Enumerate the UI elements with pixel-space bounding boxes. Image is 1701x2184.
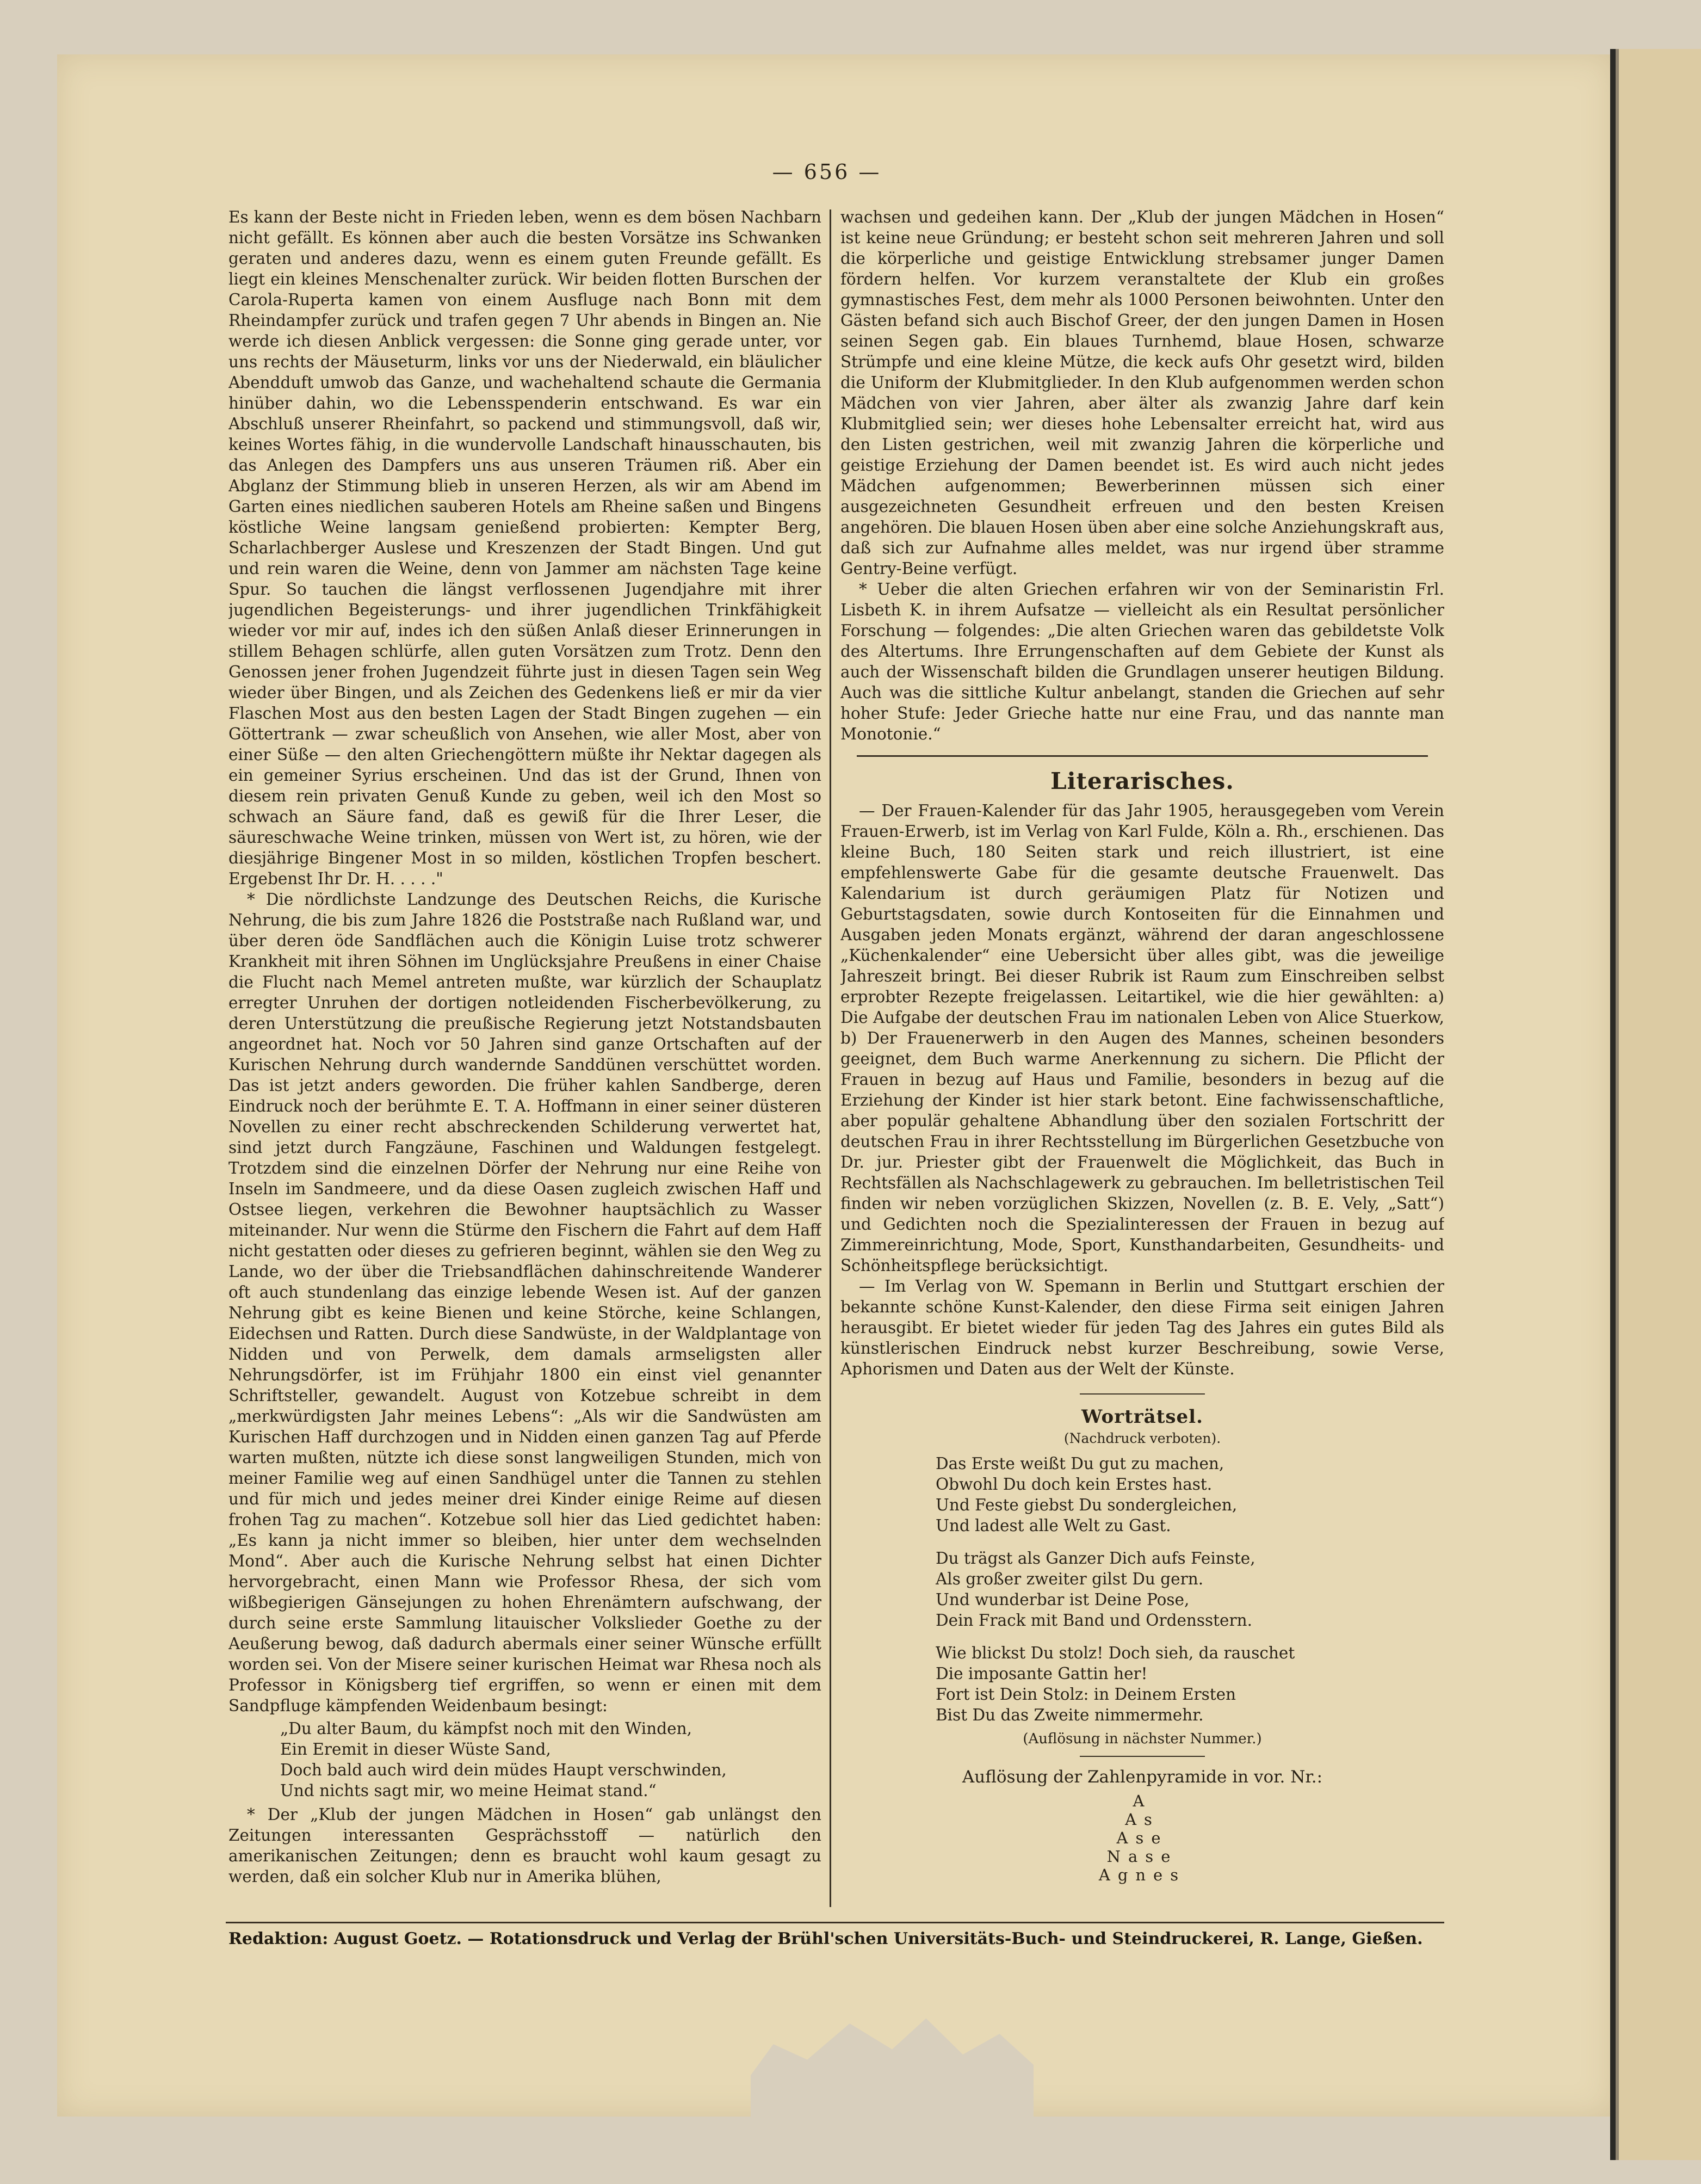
section-divider: [857, 755, 1428, 757]
letter-pyramid: [840, 1792, 1444, 1884]
footer-divider: [226, 1922, 1444, 1923]
review-kunst-kalender: — Im Verlag von W. Spemann in Berlin und Stuttgart erschien der bekannte schöne Kunst-Kalender, den diese Firma seit einigen Jahren herausgibt. Er bietet wieder für jeden Tag des Jahres ein gutes Bild als künstlerischen Eindruck nebst kurzer Beschreibung, sowie Verse, Aphorismen und Daten aus der Welt der Künste.: [840, 1277, 1444, 1378]
pyramid-row: Ase: [1116, 1829, 1168, 1847]
riddle-stanza-3: Wie blickst Du stolz! Doch sieh, da rauschet Die imposante Gattin her! Fort ist Dein Stolz: in Deinem Ersten Bist Du das Zweite nimmermehr.: [936, 1644, 1295, 1724]
left-column: [228, 207, 821, 1910]
riddle-divider-bottom: [1080, 1756, 1205, 1757]
adjacent-page-edge: [1616, 49, 1701, 2160]
right-column: [840, 207, 1444, 1910]
section-heading-literarisches: Literarisches.: [1050, 768, 1234, 794]
reprint-notice: (Nachdruck verboten).: [1063, 1430, 1221, 1446]
riddle-divider-top: [1080, 1393, 1205, 1395]
section-heading-wortraetsel: Worträtsel.: [1081, 1406, 1203, 1428]
article-alte-griechen: * Ueber die alten Griechen erfahren wir von der Seminaristin Frl. Lisbeth K. in ihrem Aufsatze — vielleicht als ein Resultat persönlicher Forschung — folgendes: „Die alten Griechen waren das gebildetste Volk des Altertums. Ihre Errungenschaften auf dem Gebiete der Kunst als auch der Wissenschaft bilden die Grundlagen unserer heutigen Bildung. Auch was die sittliche Kultur anbelangt, standen die Griechen auf sehr hoher Stufe: Jeder Grieche hatte nur eine Frau, und das nannte man Monotonie.“: [840, 580, 1444, 743]
article-bingen-most: Es kann der Beste nicht in Frieden leben, wenn es dem bösen Nachbarn nicht gefällt. Es können aber auch die besten Vorsätze ins Schwanken geraten und anderes dazu, wenn es einem guten Freunde gefällt. Es liegt ein kleines Menschenalter zurück. Wir beiden flotten Burschen der Carola-Ruperta kamen von einem Ausfluge nach Bonn mit dem Rheindampfer zurück und trafen gegen 7 Uhr abends in Bingen an. Nie werde ich diesen Anblick vergessen: die Sonne ging gerade unter, vor uns rechts der Mäuseturm, links vor uns der Niederwald, ein bläulicher Abendduft umwob das Ganze, und wachehaltend schaute die Germania hinüber dahin, wo die Lebensspenderin entschwand. Es war ein Abschluß unserer Rheinfahrt, so packend und stimmungsvoll, daß wir, keines Wortes fähig, in die wundervolle Landschaft hinausschauten, bis das Anlegen des Dampfers uns aus unseren Träumen riß. Aber ein Abglanz der Stimmung blieb in unseren Herzen, als wir am Abend im Garten eines niedlichen sauberen Hotels am Rheine saßen und Bingens köstliche Weine langsam genießend probierten: Kempter Berg, Scharlachberger Auslese und Kreszenzen der Stadt Bingen. Und gut und rein waren die Weine, denn von Jammer am nächsten Tage keine Spur. So tauchen die längst verflossenen Jugendjahre mit ihrer jugendlichen Begeisterungs- und ihrer jugendlichen Trinkfähigkeit wieder vor mir auf, indes ich den süßen Anlaß dieser Erinnerungen in stillem Behagen schlürfe, allen guten Vorsätzen zum Trotz. Denn den Genossen jener frohen Jugendzeit führte just in diesen Tagen sein Weg wieder über Bingen, und als Zeichen des Gedenkens ließ er mir da vier Flaschen Most aus den besten Lagen der Stadt Bingen zugehen — ein Göttertrank — zwar scheußlich von Ansehen, wie aller Most, aber von einer Süße — den alten Griechengöttern müßte ihr Nektar dagegen als ein gemeiner Syrius erscheinen. Und das ist der Grund, Ihnen von diesem rein privaten Genuß Kunde zu geben, weil ich den Most so schwach an Säure fand, daß es gewiß für die Ihrer Leser, die säureschwache Weine trinken, müssen von Wert ist, zu hören, wie der diesjährige Bingener Most in so milden, köstlichen Tropfen beschert. Ergebenst Ihr Dr. H. . . . .": [228, 208, 821, 888]
page-number: — 656 —: [772, 160, 882, 184]
pyramid-row: As: [1125, 1810, 1160, 1829]
article-klub-continued: wachsen und gedeihen kann. Der „Klub der jungen Mädchen in Hosen“ ist keine neue Gründung; er besteht schon seit mehreren Jahren und soll die körperliche und geistige Entwicklung strebsamer junger Damen fördern helfen. Vor kurzem veranstaltete der Klub ein großes gymnastisches Fest, dem mehr als 1000 Personen beiwohnten. Unter den Gästen befand sich auch Bischof Greer, der den jungen Damen in Hosen seinen Segen gab. Ein blaues Turnhemd, blaue Hosen, schwarze Strümpfe und eine kleine Mütze, die keck aufs Ohr gesetzt wird, bilden die Uniform der Klubmitglieder. In den Klub aufgenommen werden schon Mädchen von vier Jahren, aber älter als zwanzig Jahre darf kein Klubmitglied sein; wer dieses hohe Lebensalter erreicht hat, wird aus den Listen gestrichen, weil mit zwanzig Jahren die körperliche und geistige Erziehung der Damen beendet ist. Es wird auch nicht jedes Mädchen aufgenommen; Bewerberinnen müssen sich einer ausgezeichneten Gesundheit erfreuen und den besten Kreisen angehören. Die blauen Hosen üben aber eine solche Anziehungskraft aus, daß sich zur Aufnahme alles meldet, was nur irgend über stramme Gentry-Beine verfügt.: [840, 208, 1444, 578]
riddle-stanza-1: Das Erste weißt Du gut zu machen, Obwohl Du doch kein Erstes hast. Und Feste giebst Du sondergleichen, Und ladest alle Welt zu Gast.: [936, 1454, 1238, 1535]
rhesa-poem: „Du alter Baum, du kämpfst noch mit den Winden, Ein Eremit in dieser Wüste Sand, Doch bald auch wird dein müdes Haupt verschwinden, Und nichts sagt mir, wo meine Heimat stand.“: [280, 1719, 727, 1800]
review-frauen-kalender: — Der Frauen-Kalender für das Jahr 1905, herausgegeben vom Verein Frauen-Erwerb, ist im Verlag von Karl Fulde, Köln a. Rh., erschienen. Das kleine Buch, 180 Seiten stark und reich illustriert, ist eine empfehlenswerte Gabe für die gesamte deutsche Frauenwelt. Das Kalendarium ist durch geräumigen Platz für Notizen und Geburtstagsdaten, sowie durch Kontoseiten für die Einnahmen und Ausgaben jeden Monats ergänzt, während der daran angeschlossene „Küchenkalender“ eine Uebersicht über alles gibt, was die jeweilige Jahreszeit bringt. Bei dieser Rubrik ist Raum zum Einschreiben selbst erprobter Rezepte freigelassen. Leitartikel, wie die hier gewählten: a) Die Aufgabe der deutschen Frau im nationalen Leben von Alice Stuerkow, b) Der Frauenerwerb in den Augen des Mannes, scheinen besonders geeignet, dem Buch warme Anerkennung zu sichern. Die Pflicht der Frauen in bezug auf Haus und Familie, besonders in bezug auf die Erziehung der Kinder ist hier stark betont. Eine fachwissenschaftliche, aber populär gehaltene Abhandlung über den sozialen Fortschritt der deutschen Frau in ihrer Rechtsstellung im Bürgerlichen Gesetzbuche von Dr. jur. Priester gibt der Frauenwelt die Möglichkeit, das Buch in Rechtsfällen als Nachschlagewerk zu gebrauchen. Im belletristischen Teil finden wir neben vorzüglichen Skizzen, Novellen (z. B. E. Vely, „Satt“) und Gedichten noch die Spezialinteressen der Frauen in bezug auf Zimmereinrichtung, Mode, Sport, Kunsthandarbeiten, Gesundheits- und Schönheitspflege berücksichtigt.: [840, 801, 1444, 1275]
riddle-stanza-2: Du trägst als Ganzer Dich aufs Feinste, Als großer zweiter gilst Du gern. Und wunderbar ist Deine Pose, Dein Frack mit Band und Ordensstern.: [936, 1549, 1255, 1630]
pyramid-row: Nase: [1106, 1847, 1178, 1866]
riddle-answer-note: (Auflösung in nächster Nummer.): [1023, 1731, 1262, 1747]
article-kurische-nehrung: * Die nördlichste Landzunge des Deutschen Reichs, die Kurische Nehrung, die bis zum Jahre 1826 die Poststraße nach Rußland war, und über deren öde Sandflächen auch die Königin Luise trotz schwerer Krankheit mit ihren Söhnen im Unglücksjahre Preußens in einer Chaise die Flucht nach Memel antreten mußte, war kürzlich der Schauplatz erregter Unruhen der dortigen notleidenden Fischerbevölkerung, zu deren Unterstützung die preußische Regierung jetzt Notstandsbauten angeordnet hat. Noch vor 50 Jahren sind ganze Ortschaften auf der Kurischen Nehrung durch wandernde Sanddünen verschüttet worden. Das ist jetzt anders geworden. Die früher kahlen Sandberge, deren Eindruck noch der berühmte E. T. A. Hoffmann in einer seiner düsteren Novellen zu einer recht abschreckenden Schilderung verwertet hat, sind jetzt durch Fangzäune, Faschinen und Waldungen festgelegt. Trotzdem sind die einzelnen Dörfer der Nehrung nur eine Reihe von Inseln im Sandmeere, und da diese Oasen zugleich zwischen Haff und Ostsee liegen, verkehren die Bewohner hauptsächlich zu Wasser miteinander. Nur wenn die Stürme den Fischern die Fahrt auf dem Haff nicht gestatten oder dieses zu gefrieren beginnt, wählen sie den Weg zu Lande, wo der über die Triebsandflächen dahinschreitende Wanderer oft auch stundenlang das einzige lebende Wesen ist. Auf der ganzen Nehrung gibt es keine Bienen und keine Störche, keine Schlangen, Eidechsen und Ratten. Durch diese Sandwüste, in der Waldplantage von Nidden und von Perwelk, dem damals armseligsten aller Nehrungsdörfer, ist im Frühjahr 1800 ein einst viel genannter Schriftsteller, gewandelt. August von Kotzebue schreibt in dem „merkwürdigsten Jahr meines Lebens“: „Als wir die Sandwüsten am Kurischen Haff durchzogen und in Nidden einen ganzen Tag auf Pferde warten mußten, nützte ich diese sonst langweiligen Stunden, mich von meiner Familie weg auf einen Sandhügel unter die Tannen zu stehlen und für mich und jedes meiner drei Kinder einige Reime auf diesen frohen Tag zu machen“. Kotzebue soll hier das Lied gedichtet haben: „Es kann ja nicht immer so bleiben, hier unter dem wechselnden Mond“. Aber auch die Kurische Nehrung selbst hat einen Dichter hervorgebracht, einen Mann wie Professor Rhesa, der sich vom wißbegierigen Gänsejungen zu hohen Ehrenämtern aufschwang, der durch seine erste Sammlung litauischer Volkslieder Goethe zu der Aeußerung bewog, daß dadurch abermals einer seiner Wünsche erfüllt worden sei. Von der Misere seiner kurischen Heimat war Rhesa noch als Professor in Königsberg tief ergriffen, so wenn er einen mit dem Sandpfluge kämpfenden Weidenbaum besingt:: [228, 890, 821, 1715]
pyramid-row: Agnes: [1098, 1866, 1186, 1884]
imprint-footer: Redaktion: August Goetz. — Rotationsdruck und Verlag der Brühl'schen Universitäts-Buch- und Steindruckerei, R. Lange, Gießen.: [228, 1929, 1423, 1948]
pyramid-title: Auflösung der Zahlenpyramide in vor. Nr.:: [962, 1767, 1323, 1787]
article-klub-start: * Der „Klub der jungen Mädchen in Hosen“ gab unlängst den Zeitungen interessanten Gesprächsstoff — natürlich den amerikanischen Zeitungen; denn es braucht wohl kaum gesagt zu werden, daß ein solcher Klub nur in Amerika blühen,: [228, 1805, 821, 1886]
pyramid-row: A: [1133, 1792, 1152, 1810]
column-divider: [830, 209, 831, 1907]
